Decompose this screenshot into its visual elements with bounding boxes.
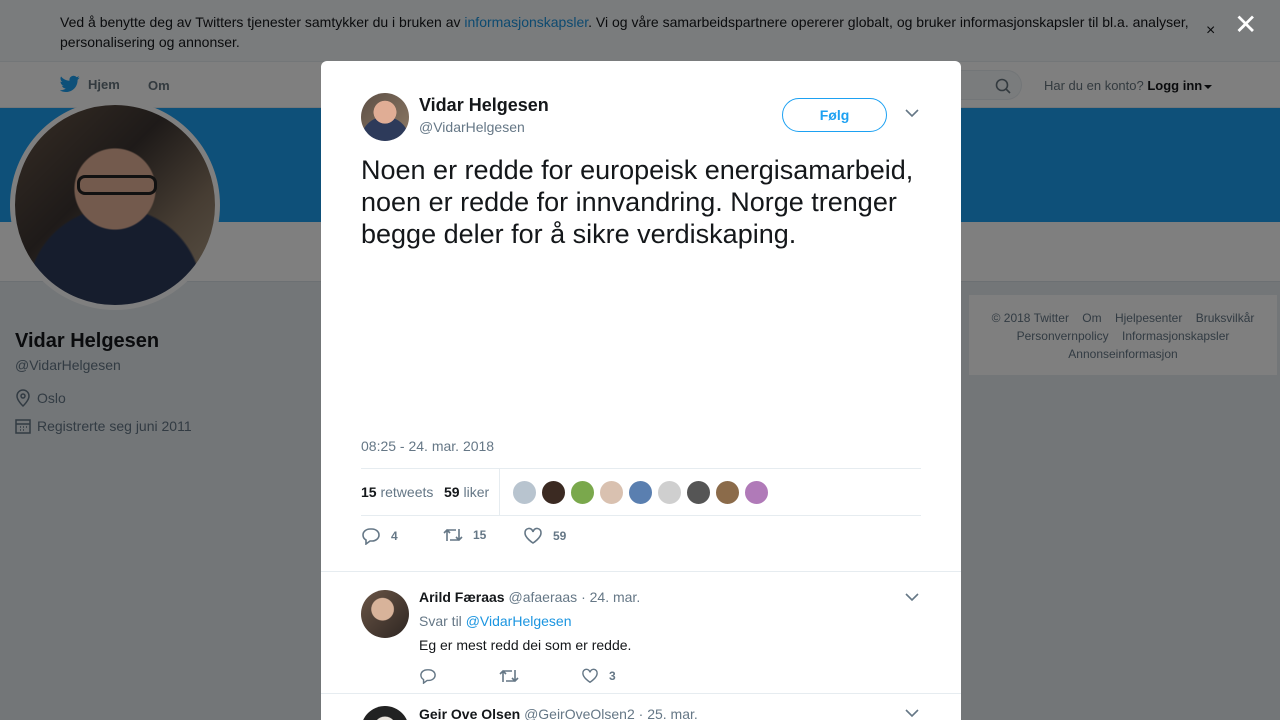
likes-stat[interactable] xyxy=(444,484,489,500)
reply-text: Eg er mest redd dei som er redde. xyxy=(419,637,632,653)
likes-count: 59 xyxy=(444,484,460,500)
reply-icon xyxy=(361,527,381,545)
tweet-author-handle[interactable]: @VidarHelgesen xyxy=(419,119,525,135)
liker-avatar[interactable] xyxy=(541,480,566,505)
liker-avatar[interactable] xyxy=(628,480,653,505)
follow-button[interactable]: Følg xyxy=(782,98,887,132)
tweet-author-name[interactable]: Vidar Helgesen xyxy=(419,95,549,115)
liker-avatar[interactable] xyxy=(715,480,740,505)
liker-avatar[interactable] xyxy=(570,480,595,505)
chevron-down-icon[interactable] xyxy=(905,108,919,118)
reply-like-action[interactable] xyxy=(581,668,616,684)
like-count: 59 xyxy=(553,529,567,543)
tweet-stats xyxy=(361,468,921,516)
reply-retweet-action[interactable] xyxy=(499,668,529,684)
like-action[interactable] xyxy=(523,527,566,545)
stats-divider xyxy=(499,469,500,515)
heart-icon xyxy=(581,668,599,684)
likes-label: liker xyxy=(463,484,490,500)
reply-tweet[interactable] xyxy=(321,571,961,694)
reply-reply-action[interactable] xyxy=(419,668,447,684)
reply-author-avatar[interactable] xyxy=(361,590,409,638)
reply-author-name[interactable]: Geir Ove Olsen xyxy=(419,706,521,720)
reply-author-avatar[interactable] xyxy=(361,706,409,720)
reply-author-handle[interactable]: @GeirOveOlsen2 xyxy=(524,706,635,720)
retweets-label: retweets xyxy=(380,484,434,500)
reply-action[interactable] xyxy=(361,527,398,545)
reply-to-link[interactable]: @VidarHelgesen xyxy=(465,613,572,629)
liker-avatar[interactable] xyxy=(599,480,624,505)
reply-count: 4 xyxy=(391,529,398,543)
retweet-action[interactable] xyxy=(443,527,486,543)
reply-header xyxy=(419,589,640,605)
retweets-count: 15 xyxy=(361,484,377,500)
reply-header xyxy=(419,706,698,720)
liker-avatar[interactable] xyxy=(512,480,537,505)
retweets-stat[interactable] xyxy=(361,484,433,500)
tweet-author-avatar[interactable] xyxy=(361,93,409,141)
reply-author-name[interactable]: Arild Færaas xyxy=(419,589,505,605)
close-modal-icon[interactable]: ✕ xyxy=(1234,9,1258,40)
reply-author-handle[interactable]: @afaeraas xyxy=(508,589,578,605)
reply-date[interactable]: · 25. mar. xyxy=(638,706,698,720)
tweet-modal xyxy=(321,61,961,720)
liker-avatar[interactable] xyxy=(657,480,682,505)
tweet-timestamp[interactable]: 08:25 - 24. mar. 2018 xyxy=(361,438,495,454)
retweet-icon xyxy=(499,668,519,684)
retweet-count: 15 xyxy=(473,528,487,542)
liker-avatars xyxy=(512,480,773,505)
reply-to-line xyxy=(419,613,571,629)
heart-icon xyxy=(523,527,543,545)
chevron-down-icon[interactable] xyxy=(905,592,919,602)
liker-avatar[interactable] xyxy=(744,480,769,505)
chevron-down-icon[interactable] xyxy=(905,708,919,718)
reply-date[interactable]: · 24. mar. xyxy=(581,589,641,605)
reply-icon xyxy=(419,668,437,684)
tweet-text: Noen er redde for europeisk energisamarbeid, noen er redde for innvandring. Norge trenger begge deler for å sikre verdiskaping. xyxy=(361,155,914,249)
liker-avatar[interactable] xyxy=(686,480,711,505)
reply-to-label: Svar til xyxy=(419,613,462,629)
reply-like-count: 3 xyxy=(609,669,616,683)
retweet-icon xyxy=(443,527,463,543)
reply-tweet[interactable] xyxy=(321,694,961,720)
